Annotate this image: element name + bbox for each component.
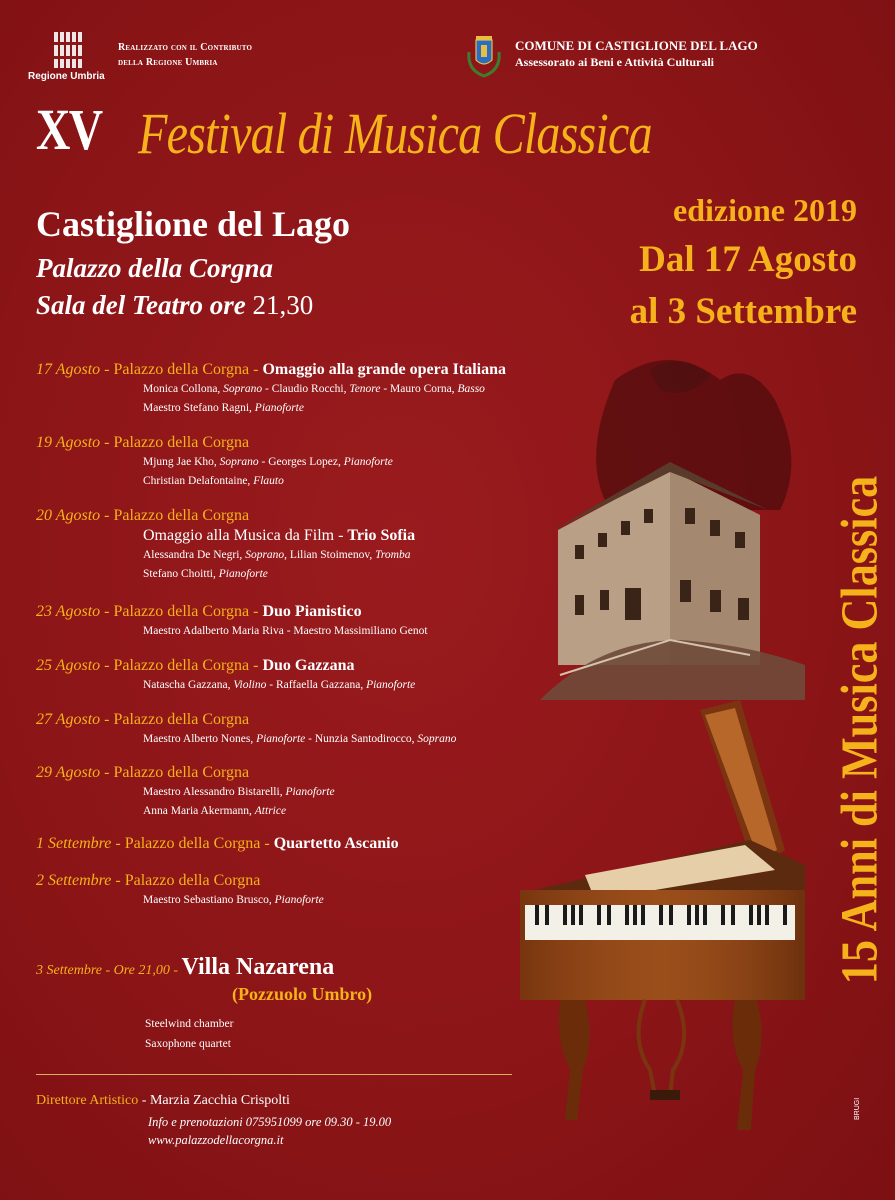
event-25-agosto: 25 Agosto - Palazzo della Corgna - Duo Gazzana Natascha Gazzana, Violino - Raffaella Gazzana, Pianoforte [36,656,676,695]
performer-name: - Georges Lopez, [258,456,344,468]
performer-role: Soprano [223,383,263,395]
date-from: Dal 17 Agosto [639,239,857,280]
event-venue: Palazzo della Corgna [113,711,250,728]
performer-name: Maestro Sebastiano Brusco, [143,894,275,906]
event-performers [143,891,676,910]
performer-role: Soprano [245,549,285,561]
edition-year: edizione 2019 [673,192,857,228]
performer-name: Maestro Alberto Nones, [143,733,257,745]
event-venue: Palazzo della Corgna [124,835,261,852]
hall-time-value: 21,30 [252,290,314,320]
performer-name: Alessandra De Negri, [143,549,246,561]
assessorato: Assessorato ai Beni e Attività Culturali [515,55,714,69]
event-performers [143,380,676,418]
performer-name: Mjung Jae Kho, [143,456,220,468]
anniversary-banner: 15 Anni di Musica Classica [831,475,889,985]
event-performers [143,546,676,584]
artist-signature: BRUGI [854,1097,861,1120]
hall-label: Sala del Teatro ore [36,290,253,320]
director-separator: - [138,1093,150,1108]
event-venue: Palazzo della Corgna [113,657,250,674]
performer-role: Soprano [417,733,457,745]
performer-name: - Mauro Corna, [380,383,458,395]
event-ensemble: Trio Sofia [347,527,416,544]
final-event-place: (Pozzuolo Umbro) [232,984,373,1004]
performer-line [143,622,676,641]
event-venue: Palazzo della Corgna [113,361,250,378]
town-name: Castiglione del Lago [36,204,351,244]
performer-line [143,546,676,565]
event-venue: Palazzo della Corgna [113,603,250,620]
event-date: 25 Agosto [36,657,101,674]
palace-name: Palazzo della Corgna [36,253,274,283]
performer-role: Soprano [219,456,259,468]
event-date: 27 Agosto [36,711,101,728]
performer-name: Monica Collona, [143,383,224,395]
performer-role: Pianoforte [274,894,324,906]
event-date: 29 Agosto [36,764,101,781]
performer-role: Pianoforte [256,733,306,745]
performer-role: Tromba [375,549,411,561]
final-event-date: 3 Settembre - Ore 21,00 - [36,963,182,978]
performer-role: Tenore [349,383,381,395]
performer-line [143,565,676,584]
final-event-venue: Villa Nazarena [181,954,335,980]
event-date: 17 Agosto [36,361,101,378]
event-23-agosto: 23 Agosto - Palazzo della Corgna - Duo Pianistico Maestro Adalberto Maria Riva - Maestro Massimiliano Genot [36,602,676,641]
performer-line [143,802,676,821]
event-date: 20 Agosto [36,507,101,524]
event-performers [143,783,676,821]
date-to: al 3 Settembre [629,291,857,332]
festival-title: Festival di Musica Classica [138,101,652,166]
event-date: 23 Agosto [36,603,101,620]
event-title: Quartetto Ascanio [273,835,399,852]
performer-line [143,399,676,418]
event-title: Duo Gazzana [262,657,355,674]
edition-roman-numeral: XV [36,97,102,162]
performer-role: Pianoforte [218,568,268,580]
final-event-performers [145,1014,233,1054]
event-title: Omaggio alla grande opera Italiana [262,361,507,378]
performer-name: - Nunzia Santodirocco, [305,733,418,745]
divider [36,1074,512,1075]
booking-info [148,1113,391,1149]
performer-line [143,453,676,472]
event-date: 19 Agosto [36,434,101,451]
event-subtitle: Omaggio alla Musica da Film [143,527,335,544]
contribution-line-1: Realizzato con il Contributo [118,42,253,53]
artistic-director [36,1093,290,1109]
comune-block [515,37,758,71]
performer-line [143,783,676,802]
final-event [36,954,334,981]
performer-name: Anna Maria Akermann, [143,805,255,817]
event-performers [143,676,676,695]
performer-name: Christian Delafontaine, [143,475,254,487]
performer-name: Maestro Stefano Ragni, [143,402,255,414]
performer-role: Pianoforte [285,786,335,798]
booking-phone: Info e prenotazioni 075951099 ore 09.30 - 19.00 [148,1115,392,1129]
performer-line [143,891,676,910]
performer-role: Basso [457,383,485,395]
website-link[interactable]: www.palazzodellacorgna.it [148,1133,284,1147]
event-27-agosto: 27 Agosto - Palazzo della Corgna Maestro Alberto Nones, Pianoforte - Nunzia Santodirocco, Soprano [36,710,676,749]
performer-name: Maestro Adalberto Maria Riva - Maestro Massimiliano Genot [143,625,428,637]
region-name: Regione Umbria [28,71,105,82]
performer-name: - Claudio Rocchi, [262,383,350,395]
performer-line [143,676,676,695]
final-event-performer-line: Saxophone quartet [145,1038,231,1050]
performer-role: Violino [233,679,267,691]
event-venue: Palazzo della Corgna [113,764,250,781]
performer-name: Maestro Alessandro Bistarelli, [143,786,286,798]
contribution-line-2: della Regione Umbria [118,57,218,68]
event-date: 2 Settembre [36,872,112,889]
event-performers [143,453,676,491]
event-20-agosto: 20 Agosto - Palazzo della Corgna Omaggio alla Musica da Film - Trio Sofia Alessandra De Negri, Soprano, Lilian Stoimenov, Tromba Stefano Choitti, Pianoforte [36,506,676,584]
contribution-note [118,40,252,70]
event-29-agosto: 29 Agosto - Palazzo della Corgna Maestro Alessandro Bistarelli, Pianoforte Anna Maria Akermann, Attrice [36,763,676,821]
event-title: Duo Pianistico [262,603,362,620]
event-17-agosto: 17 Agosto - Palazzo della Corgna - Omaggio alla grande opera Italiana Monica Collona, Soprano - Claudio Rocchi, Tenore - Mauro Corna, Basso Maestro Stefano Ragni, Pianoforte [36,360,676,418]
event-performers [143,622,676,641]
hall-time [36,290,313,321]
event-venue: Palazzo della Corgna [113,434,250,451]
director-name: Marzia Zacchia Crispolti [149,1093,290,1108]
event-19-agosto: 19 Agosto - Palazzo della Corgna Mjung Jae Kho, Soprano - Georges Lopez, Pianoforte Christian Delafontaine, Flauto [36,433,676,491]
performer-name: , Lilian Stoimenov, [284,549,376,561]
comune-name: COMUNE DI CASTIGLIONE DEL LAGO [515,38,758,53]
performer-line [143,380,676,399]
performer-role: Pianoforte [254,402,304,414]
event-1-settembre: 1 Settembre - Palazzo della Corgna - Quartetto Ascanio [36,835,399,852]
performer-line [143,472,676,491]
director-role: Direttore Artistico [36,1093,139,1108]
event-venue: Palazzo della Corgna [124,872,261,889]
event-date: 1 Settembre [36,835,112,852]
event-performers [143,730,676,749]
event-venue: Palazzo della Corgna [113,507,250,524]
performer-role: Attrice [254,805,287,817]
final-event-performer-line: Steelwind chamber [145,1018,234,1030]
comune-crest-icon [465,30,503,78]
performer-line [143,730,676,749]
performer-role: Flauto [253,475,284,487]
event-2-settembre: 2 Settembre - Palazzo della Corgna Maestro Sebastiano Brusco, Pianoforte [36,871,676,910]
performer-name: Stefano Choitti, [143,568,219,580]
regione-umbria-logo-icon [54,32,84,68]
performer-role: Pianoforte [343,456,393,468]
performer-name: Natascha Gazzana, [143,679,234,691]
performer-name: - Raffaella Gazzana, [266,679,367,691]
performer-role: Pianoforte [366,679,416,691]
